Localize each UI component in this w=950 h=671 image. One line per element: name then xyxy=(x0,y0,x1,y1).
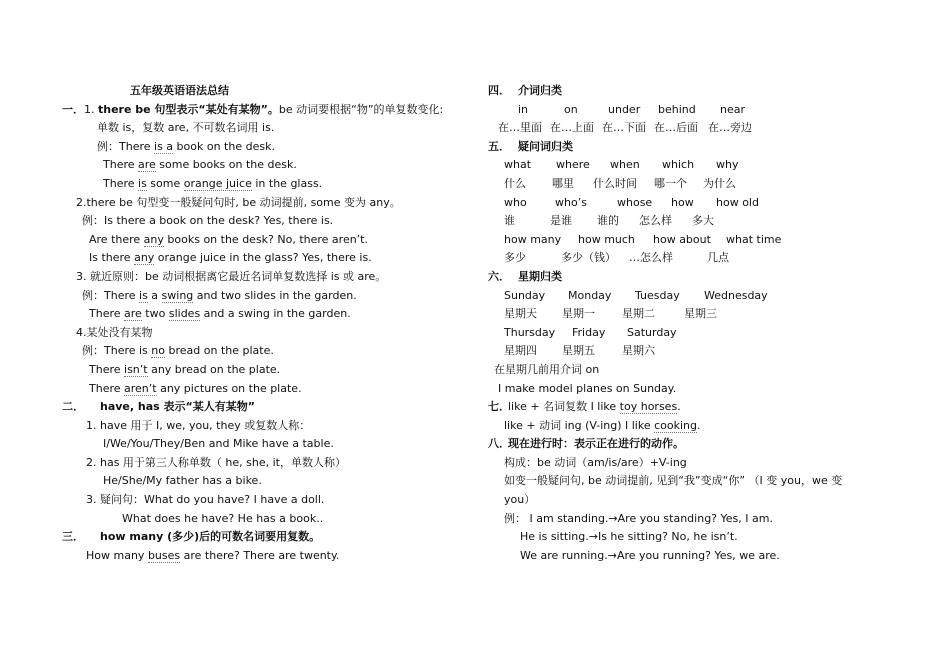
table-cell: 星期一 xyxy=(562,307,595,321)
table-cell: whose xyxy=(617,195,653,209)
table-cell: 星期天 xyxy=(504,307,537,321)
table-cell: Wednesday xyxy=(704,288,768,302)
example-line: We are running.→Are you running? Yes, we are. xyxy=(520,548,780,562)
preposition-row xyxy=(488,101,888,120)
example-line xyxy=(62,380,472,399)
example-line xyxy=(62,249,472,268)
section-8-heading xyxy=(488,435,888,454)
heading-text: how many (多少)后的可数名词要用复数。 xyxy=(100,530,321,544)
heading-text: be 动词要根据“物”的单复数变化: xyxy=(278,102,444,116)
table-cell: 星期二 xyxy=(622,307,655,321)
section-number: 六． xyxy=(488,269,510,283)
example-line xyxy=(62,361,472,380)
section-number: 一． xyxy=(62,102,84,116)
underlined-text: is a xyxy=(154,139,174,153)
weekday-row xyxy=(488,287,888,306)
table-cell: 多少 xyxy=(504,251,526,265)
table-cell: how xyxy=(671,195,694,209)
underlined-text: buses xyxy=(147,548,181,562)
section-5-heading xyxy=(488,138,888,157)
example-line: 例：Is there a book on the desk? Yes, there is. xyxy=(82,214,334,228)
table-cell: how much xyxy=(578,232,635,246)
text: There xyxy=(103,158,139,172)
item-number: 1. xyxy=(84,102,98,116)
text: There xyxy=(89,362,125,376)
underlined-text: are xyxy=(124,307,142,321)
table-cell: near xyxy=(720,102,746,116)
underlined-text: toy horses xyxy=(619,400,678,414)
underlined-text: no xyxy=(151,344,165,358)
rule-line: you） xyxy=(504,493,536,507)
table-cell: Thursday xyxy=(504,325,556,339)
text: any pictures on the plate. xyxy=(156,381,302,395)
list-item: 2. has 用于第三人称单数（ he, she, it，单数人称） xyxy=(86,455,346,469)
text: and two slides in the garden. xyxy=(193,288,357,302)
subsection-heading: 4.某处没有某物 xyxy=(76,325,153,339)
text: 例：There xyxy=(82,288,140,302)
table-cell: behind xyxy=(658,102,696,116)
text: orange juice in the glass? Yes, there is. xyxy=(154,251,372,265)
question-word-row xyxy=(488,212,888,231)
table-cell: 哪一个 xyxy=(654,176,687,190)
table-cell: Saturday xyxy=(627,325,677,339)
text: a xyxy=(147,288,162,302)
text: . xyxy=(697,418,701,432)
table-cell: 谁的 xyxy=(597,214,619,228)
text: like + 名词复数 I like xyxy=(508,400,620,414)
section-7-line-1 xyxy=(488,398,888,417)
text: bread on the plate. xyxy=(165,344,274,358)
section-7-line-2 xyxy=(488,417,888,436)
table-cell: 谁 xyxy=(504,214,515,228)
table-cell: 星期六 xyxy=(622,344,655,358)
example-line xyxy=(62,138,472,157)
right-column xyxy=(488,82,888,565)
table-cell: 什么时间 xyxy=(593,176,637,190)
preposition-row xyxy=(488,119,888,138)
table-cell: 星期五 xyxy=(562,344,595,358)
heading-bold: there be 句型表示“某处有某物”。 xyxy=(98,102,279,116)
question-word-row xyxy=(488,194,888,213)
table-cell: 为什么 xyxy=(703,176,736,190)
table-cell: 多少（钱） xyxy=(561,251,616,265)
heading-text: 现在进行时：表示正在进行的动作。 xyxy=(508,437,684,451)
example-line xyxy=(62,231,472,250)
text: . xyxy=(677,400,681,414)
section-number: 四． xyxy=(488,84,510,97)
table-cell: 在…下面 xyxy=(602,121,646,135)
table-cell: why xyxy=(716,158,739,172)
heading-text: 星期归类 xyxy=(518,269,562,283)
table-cell: who’s xyxy=(555,195,587,209)
example-line xyxy=(62,175,472,194)
heading-text: 疑问词归类 xyxy=(518,139,573,153)
weekday-row xyxy=(488,342,888,361)
document-title: 五年级英语语法总结 xyxy=(130,84,229,97)
underlined-text: any xyxy=(143,232,164,246)
section-number: 二． xyxy=(62,400,84,414)
text: books on the desk? No, there aren’t. xyxy=(163,232,368,246)
section-1-heading xyxy=(62,101,472,120)
example-line xyxy=(62,305,472,324)
table-cell: in xyxy=(518,102,529,116)
question-word-row xyxy=(488,156,888,175)
text: some books on the desk. xyxy=(155,158,297,172)
section-number: 七． xyxy=(488,400,510,414)
text: any bread on the plate. xyxy=(147,362,281,376)
heading-text: have, has 表示“某人有某物” xyxy=(100,400,255,414)
underlined-text: are xyxy=(138,158,156,172)
text: Are there xyxy=(89,232,144,246)
list-item: 1. have 用于 I, we, you, they 或复数人称： xyxy=(86,418,311,432)
section-1-rule: 单数 is，复数 are, 不可数名词用 is. xyxy=(97,121,275,135)
text: book on the desk. xyxy=(173,139,275,153)
weekday-note: 在星期几前用介词 on xyxy=(494,362,600,376)
example-line: 例： I am standing.→Are you standing? Yes, I am. xyxy=(504,511,773,525)
rule-line: 如变一般疑问句, be 动词提前, 见到“我”变成“你” （I 变 you，we 变 xyxy=(504,474,843,488)
underlined-text: orange juice xyxy=(183,176,252,190)
underlined-text: is xyxy=(139,288,148,302)
weekday-row xyxy=(488,324,888,343)
table-cell: 是谁 xyxy=(550,214,572,228)
text: There xyxy=(103,176,139,190)
table-cell: under xyxy=(608,102,641,116)
example-line: I make model planes on Sunday. xyxy=(498,381,677,395)
text: two xyxy=(141,307,169,321)
underlined-text: isn’t xyxy=(124,362,148,376)
underlined-text: cooking xyxy=(654,418,697,432)
table-cell: 星期四 xyxy=(504,344,537,358)
example-line xyxy=(62,287,472,306)
section-6-heading xyxy=(488,268,888,287)
table-cell: 几点 xyxy=(707,251,729,265)
section-2-heading xyxy=(62,398,472,417)
example-line xyxy=(62,156,472,175)
table-cell: how about xyxy=(653,232,711,246)
text: like + 动词 ing (V-ing) I like xyxy=(504,418,655,432)
weekday-row xyxy=(488,305,888,324)
table-cell: Monday xyxy=(568,288,612,302)
question-word-row xyxy=(488,175,888,194)
table-cell: who xyxy=(504,195,527,209)
text: in the glass. xyxy=(251,176,323,190)
list-item: 3. 疑问句：What do you have? I have a doll. xyxy=(86,493,325,507)
text: There xyxy=(89,307,125,321)
table-cell: what time xyxy=(726,232,782,246)
text: are there? There are twenty. xyxy=(180,548,340,562)
example-line xyxy=(62,547,472,566)
underlined-text: any xyxy=(134,251,155,265)
table-cell: 怎么样 xyxy=(639,214,672,228)
table-cell: what xyxy=(504,158,532,172)
text: Is there xyxy=(89,251,135,265)
underlined-text: aren’t xyxy=(124,381,157,395)
example-line: What does he have? He has a book.. xyxy=(122,511,324,525)
text: 例：There xyxy=(97,139,155,153)
subsection-heading: 2.there be 句型变一般疑问句时, be 动词提前, some 变为 any。 xyxy=(76,195,401,209)
left-column xyxy=(62,82,472,565)
question-word-row xyxy=(488,231,888,250)
text: There xyxy=(89,381,125,395)
table-cell: which xyxy=(662,158,695,172)
underlined-text: is xyxy=(138,176,147,190)
table-cell: how many xyxy=(504,232,562,246)
text: 例：There is xyxy=(82,344,152,358)
table-cell: 在…后面 xyxy=(654,121,698,135)
table-cell: 多大 xyxy=(692,214,714,228)
table-cell: 在…里面 xyxy=(498,121,542,135)
table-cell: Friday xyxy=(572,325,606,339)
table-cell: how old xyxy=(716,195,759,209)
table-cell: 在…旁边 xyxy=(708,121,752,135)
structure-line: 构成：be 动词（am/is/are）+V-ing xyxy=(504,455,687,469)
underlined-text: swing xyxy=(161,288,194,302)
table-cell: 星期三 xyxy=(684,307,717,321)
section-3-heading xyxy=(62,528,472,547)
question-word-row xyxy=(488,249,888,268)
table-cell: on xyxy=(564,102,578,116)
underlined-text: slides xyxy=(168,307,201,321)
table-cell: Tuesday xyxy=(635,288,680,302)
subsection-heading: 3. 就近原则：be 动词根据离它最近名词单复数选择 is 或 are。 xyxy=(76,269,387,283)
section-number: 八． xyxy=(488,437,510,451)
text: some xyxy=(146,176,184,190)
example-line xyxy=(62,342,472,361)
table-cell: where xyxy=(556,158,590,172)
text: How many xyxy=(86,548,148,562)
example-line: He/She/My father has a bike. xyxy=(103,474,262,488)
example-line: He is sitting.→Is he sitting? No, he isn’t. xyxy=(520,530,738,544)
section-number: 五． xyxy=(488,139,510,153)
heading-text: 介词归类 xyxy=(518,84,562,97)
table-cell: 什么 xyxy=(504,176,526,190)
table-cell: 在…上面 xyxy=(550,121,594,135)
section-number: 三． xyxy=(62,530,84,544)
example-line: I/We/You/They/Ben and Mike have a table. xyxy=(103,437,334,451)
table-cell: …怎么样 xyxy=(629,251,673,265)
table-cell: 哪里 xyxy=(552,176,574,190)
table-cell: when xyxy=(610,158,640,172)
section-4-heading xyxy=(488,82,888,101)
table-cell: Sunday xyxy=(504,288,546,302)
text: and a swing in the garden. xyxy=(200,307,351,321)
